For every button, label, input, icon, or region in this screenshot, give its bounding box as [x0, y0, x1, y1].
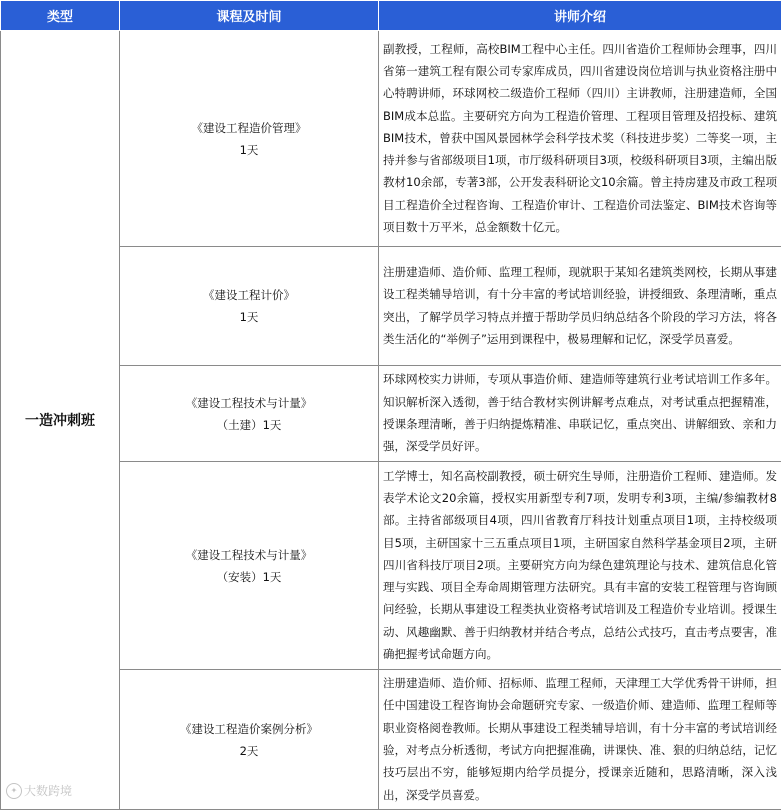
teacher-intro: 注册建造师、造价师、监理工程师，现就职于某知名建筑类网校，长期从事建设工程类辅导培训，有十分丰富的考试培训经验，讲授细致、条理清晰，重点突出，了解学员学习特点并擅于帮助学员归纳总结各个阶段的学习方法，将各类生活化的“举例子”运用到课程中，极易理解和记忆，深受学员喜爱。	[379, 247, 781, 366]
course-duration: （安装）1天	[120, 566, 378, 588]
course-cell	[120, 670, 379, 810]
course-duration: 1天	[120, 306, 378, 328]
course-duration: （土建）1天	[120, 414, 378, 436]
teacher-intro: 注册建造师、造价师、招标师、监理工程师，天津理工大学优秀骨干讲师，担任中国建设工程咨询协会命题研究专家、一级造价师、建造师、监理工程师等职业资格阅卷教师。长期从事建设工程类辅导培训，有十分丰富的考试培训经验，对考点分析透彻，考试方向把握准确，讲课快、准、狠的归纳总结，记忆技巧层出不穷，能够短期内给学员提分，授课亲近随和，思路清晰，深入浅出，深受学员喜爱。	[379, 670, 781, 810]
header-course: 课程及时间	[120, 1, 379, 31]
watermark	[6, 782, 72, 799]
course-title: 《建设工程计价》	[120, 284, 378, 306]
course-cell	[120, 31, 379, 247]
logo-icon: ✦	[6, 783, 22, 799]
teacher-intro: 环球网校实力讲师，专项从事造价师、建造师等建筑行业考试培训工作多年。知识解析深入透彻，善于结合教材实例讲解考点难点，对考试重点把握精准，授课条理清晰，善于归纳提炼精准、串联记忆，重点突出、讲解细致、亲和力强，深受学员好评。	[379, 366, 781, 462]
course-cell	[120, 247, 379, 366]
teacher-intro: 工学博士，知名高校副教授，硕士研究生导师，注册造价工程师、建造师。发表学术论文20余篇，授权实用新型专利7项，发明专利3项，主编/参编教材8部。主持省部级项目4项，四川省教育厅科技计划重点项目1项，主持校级项目5项，主研国家十三五重点项目1项，主研国家自然科学基金项目2项，主研四川省科技厅项目2项。主要研究方向为绿色建筑理论与技术、建筑信息化管理与实践、项目全寿命周期管理方法研究。具有丰富的安装工程管理与咨询顾问经验，长期从事建设工程类执业资格考试培训及工程造价专业培训。授课生动、风趣幽默、善于归纳教材并结合考点，总结公式技巧，直击考点要害，准确把握考试命题方向。	[379, 462, 781, 670]
group-label: 一造冲刺班	[1, 31, 120, 810]
teacher-intro: 副教授，工程师，高校BIM工程中心主任。四川省造价工程师协会理事，四川省第一建筑工程有限公司专家库成员，四川省建设岗位培训与执业资格注册中心特聘讲师，环球网校二级造价工程师（四川）主讲教师，注册建造师，全国BIM成本总监。主要研究方向为工程造价管理、工程项目管理及招投标、建筑BIM技术，曾获中国风景园林学会科学技术奖（科技进步奖）二等奖一项，主持并参与省部级项目1项，市厅级科研项目3项，校级科研项目3项，主编出版教材10余部，专著3部，公开发表科研论文10余篇。曾主持房建及市政工程项目工程造价全过程咨询、工程造价审计、工程造价司法鉴定、BIM技术咨询等项目数十万平米，总金额数十亿元。	[379, 31, 781, 247]
course-cell	[120, 462, 379, 670]
header-teacher: 讲师介绍	[379, 1, 781, 31]
course-duration: 1天	[120, 139, 378, 161]
header-type: 类型	[1, 1, 120, 31]
table-header-row	[1, 1, 781, 31]
course-title: 《建设工程技术与计量》	[120, 544, 378, 566]
course-cell	[120, 366, 379, 462]
course-duration: 2天	[120, 740, 378, 762]
watermark-text: 大数跨境	[24, 782, 72, 799]
table-row	[1, 31, 781, 247]
course-title: 《建设工程造价案例分析》	[120, 718, 378, 740]
course-title: 《建设工程技术与计量》	[120, 392, 378, 414]
course-title: 《建设工程造价管理》	[120, 117, 378, 139]
